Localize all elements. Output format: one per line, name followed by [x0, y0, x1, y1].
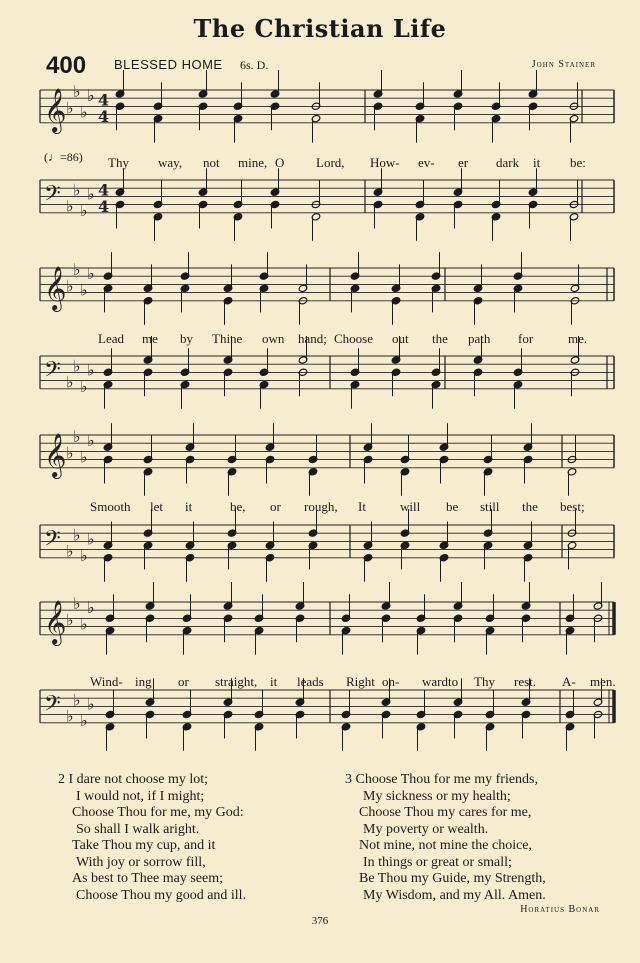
lyric-syllable: men.: [590, 674, 616, 689]
treble-clef: 𝄞: [44, 599, 67, 644]
tempo-marking: (♩=86): [44, 150, 83, 164]
lyric-syllable: by: [180, 331, 193, 346]
lyric-syllable: out: [392, 331, 409, 346]
lyric-syllable: Thy: [474, 674, 495, 689]
bass-clef: 𝄢: [44, 181, 61, 212]
lyric-syllable: ev-: [418, 155, 435, 170]
lyric-syllable: own: [262, 331, 285, 346]
hymn-meter: 6s. D.: [240, 58, 269, 72]
flat-sign: ♭: [73, 690, 81, 710]
flat-sign: ♭: [73, 356, 81, 376]
lyric-syllable: the: [432, 331, 448, 346]
flat-sign: ♭: [80, 200, 88, 220]
flat-sign: ♭: [66, 98, 74, 118]
flat-sign: ♭: [87, 529, 95, 549]
flat-sign: ♭: [73, 82, 81, 102]
time-signature: 4: [98, 196, 110, 216]
lyric-syllable: Smooth: [90, 499, 131, 514]
bass-clef: 𝄢: [44, 526, 61, 557]
verse-line: My poverty or wealth.: [363, 821, 489, 837]
lyric-syllable: er: [458, 155, 469, 170]
composer-credit: John Stainer: [531, 59, 596, 70]
lyric-syllable: Wind-: [90, 674, 123, 689]
verse-3: [345, 772, 546, 904]
lyric-syllable: best;: [560, 499, 585, 514]
verse-line: Choose Thou for me, my God:: [72, 805, 244, 820]
flat-sign: ♭: [87, 431, 95, 451]
lyric-syllable: be: [446, 499, 459, 514]
lyric-syllable: ward: [422, 674, 448, 689]
time-signature: 4: [98, 106, 110, 126]
verse-line: Not mine, not mine the choice,: [359, 838, 533, 853]
verse-line: So shall I walk aright.: [76, 821, 200, 837]
lyric-syllable: will: [400, 499, 421, 514]
verse-line: Take Thou my cup, and it: [72, 838, 216, 853]
lyric-syllable: hand;: [298, 331, 327, 346]
verse-line: In things or great or small;: [363, 854, 512, 870]
flat-sign: ♭: [73, 180, 81, 200]
flat-sign: ♭: [66, 541, 74, 561]
lyric-syllable: to: [448, 674, 459, 689]
flat-sign: ♭: [87, 264, 95, 284]
lyric-syllable: Lead: [98, 331, 124, 346]
lyric-syllable: Right: [346, 674, 375, 689]
page-number: 376: [311, 915, 329, 927]
lyric-syllable: let: [150, 499, 163, 514]
verse-line: I would not, if I might;: [76, 788, 205, 804]
flat-sign: ♭: [73, 594, 81, 614]
bass-clef: 𝄢: [44, 357, 61, 388]
lyric-syllable: How-: [370, 155, 400, 170]
lyric-syllable: Thine: [212, 331, 243, 346]
time-signature: 4: [98, 180, 110, 200]
lyric-syllable: not: [203, 155, 220, 170]
flat-sign: ♭: [80, 710, 88, 730]
flat-sign: ♭: [87, 598, 95, 618]
lyric-syllable: me: [142, 331, 158, 346]
flat-sign: ♭: [73, 525, 81, 545]
verse-line: My Wisdom, and my All. Amen.: [363, 887, 546, 903]
verse-line: As best to Thee may seem;: [72, 871, 223, 886]
treble-clef: 𝄞: [44, 265, 67, 310]
author-credit: Horatius Bonar: [520, 904, 600, 915]
lyric-syllable: be:: [570, 155, 586, 170]
flat-sign: ♭: [80, 447, 88, 467]
verse-2: [58, 772, 246, 904]
lyric-syllable: Choose: [334, 331, 373, 346]
lyric-syllable: or: [270, 499, 281, 514]
lyric-syllable: for: [518, 331, 534, 346]
lyric-syllable: it: [185, 499, 193, 514]
flat-sign: ♭: [66, 196, 74, 216]
lyric-syllable: the: [522, 499, 538, 514]
flat-sign: ♭: [66, 276, 74, 296]
lyric-syllable: it: [270, 674, 278, 689]
lyric-syllable: Thy: [108, 155, 129, 170]
flat-sign: ♭: [80, 376, 88, 396]
lyric-syllable: path: [468, 331, 491, 346]
lyric-syllable: rough,: [304, 499, 338, 514]
lyric-syllable: mine,: [238, 155, 268, 170]
lyric-syllable: It: [358, 499, 366, 514]
verse-line: Choose Thou my good and ill.: [76, 887, 247, 903]
lyric-syllable: dark: [496, 155, 520, 170]
lyric-syllable: leads: [297, 674, 324, 689]
lyric-syllable: be,: [230, 499, 246, 514]
flat-sign: ♭: [66, 706, 74, 726]
flat-sign: ♭: [80, 614, 88, 634]
flat-sign: ♭: [66, 443, 74, 463]
verse-line: 3 Choose Thou for me my friends,: [345, 772, 538, 787]
verse-line: Be Thou my Guide, my Strength,: [359, 871, 546, 886]
lyric-syllable: straight,: [215, 674, 258, 689]
flat-sign: ♭: [87, 360, 95, 380]
flat-sign: ♭: [66, 372, 74, 392]
flat-sign: ♭: [66, 610, 74, 630]
flat-sign: ♭: [80, 102, 88, 122]
flat-sign: ♭: [73, 260, 81, 280]
lyric-syllable: it: [533, 155, 541, 170]
lyric-syllable: me.: [568, 331, 588, 346]
verse-line: 2 I dare not choose my lot;: [58, 772, 209, 787]
verse-line: Choose Thou my cares for me,: [359, 805, 532, 820]
lyric-syllable: rest.: [514, 674, 537, 689]
bass-clef: 𝄢: [44, 691, 61, 722]
flat-sign: ♭: [73, 427, 81, 447]
flat-sign: ♭: [87, 86, 95, 106]
lyric-syllable: way,: [158, 155, 183, 170]
lyric-syllable: still: [480, 499, 500, 514]
hymn-number: 400: [46, 52, 87, 79]
time-signature: 4: [98, 90, 110, 110]
verse-line: With joy or sorrow fill,: [76, 854, 206, 870]
treble-clef: 𝄞: [44, 87, 67, 132]
flat-sign: ♭: [87, 694, 95, 714]
flat-sign: ♭: [80, 545, 88, 565]
lyric-syllable: ing: [135, 674, 152, 689]
flat-sign: ♭: [80, 280, 88, 300]
verse-line: My sickness or my health;: [363, 788, 511, 804]
hymn-tune-name: BLESSED HOME: [114, 57, 223, 72]
lyric-syllable: Lord,: [316, 155, 345, 170]
lyric-syllable: O: [275, 155, 285, 170]
treble-clef: 𝄞: [44, 432, 67, 477]
lyric-syllable: A-: [562, 674, 576, 689]
section-title: The Christian Life: [193, 14, 447, 43]
lyric-syllable: or: [178, 674, 189, 689]
lyric-syllable: on-: [382, 674, 400, 689]
flat-sign: ♭: [87, 184, 95, 204]
